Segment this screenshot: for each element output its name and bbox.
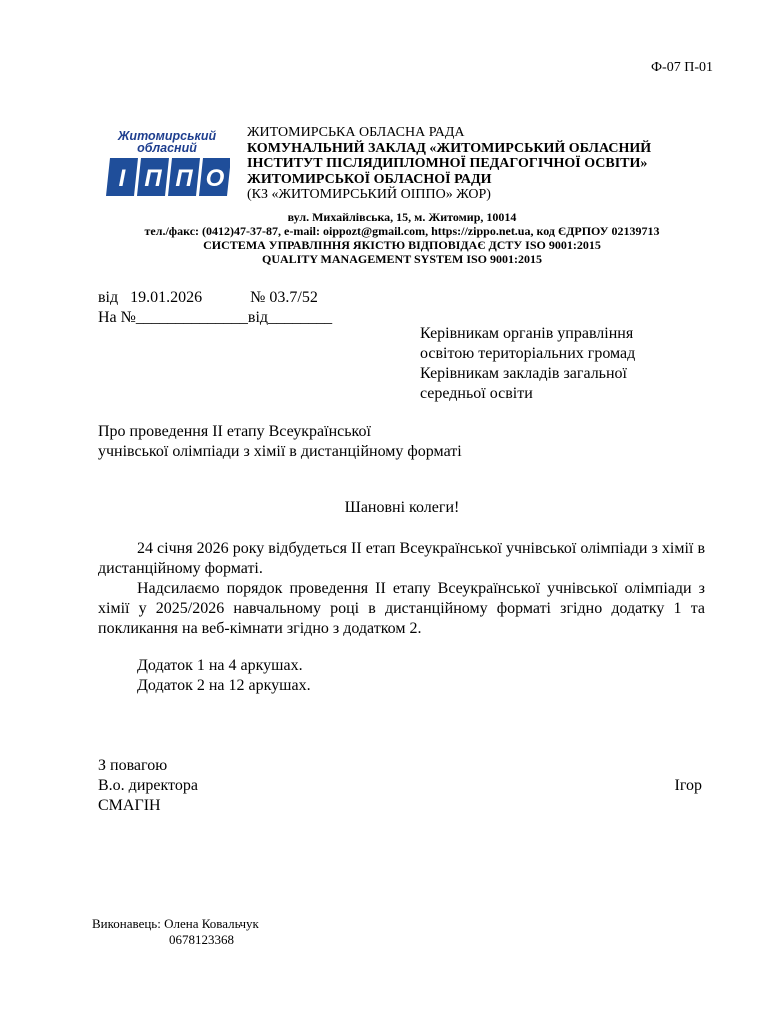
logo-letter-4: О (205, 165, 225, 192)
addressees (420, 324, 635, 404)
regards: З повагою (98, 757, 168, 774)
addressee-line-2: освітою територіальних громад (420, 345, 636, 362)
attachment-2: Додаток 2 на 12 аркушах. (137, 677, 311, 694)
date-number-line: від 19.01.2026 № 03.7/52 (98, 289, 318, 306)
paragraph-1: 24 січня 2026 року відбудеться ІІ етап Всеукраїнської учнівської олімпіади з хімії в дистанційному форматі. (98, 540, 705, 577)
executor-info (92, 916, 259, 948)
organization-header (247, 125, 651, 203)
greeting: Шановні колеги! (344, 499, 460, 516)
signer-position: В.о. директора (98, 777, 198, 794)
contact-line: тел./факс: (0412)47-37-87, e-mail: oippozt@gmail.com, https://zippo.net.ua, код ЄДРПОУ 02139713 (144, 224, 660, 238)
addressee-line-1: Керівникам органів управління (420, 325, 634, 342)
letter-body (98, 539, 705, 639)
attachment-1: Додаток 1 на 4 аркушах. (137, 657, 303, 674)
executor-phone: 0678123368 (169, 932, 234, 947)
paragraph-2: Надсилаємо порядок проведення ІІ етапу Всеукраїнської учнівської олімпіади з хімії у 2025/2026 навчальному році в дистанційному форматі згідно додатку 1 та покликання на веб-кімнати згідно з додатком 2. (98, 580, 705, 637)
logo-letter-2: П (144, 165, 162, 192)
addressee-line-4: середньої освіти (420, 385, 533, 402)
institution-short-name: (КЗ «ЖИТОМИРСЬКИЙ ОІППО» ЖОР) (247, 187, 491, 202)
subject-line-1: Про проведення ІІ етапу Всеукраїнської (98, 423, 371, 440)
logo-line-1: Житомирський (117, 129, 217, 143)
council-name: ЖИТОМИРСЬКА ОБЛАСНА РАДА (247, 125, 465, 140)
signer-surname: СМАГІН (98, 797, 161, 814)
signer-first-name: Ігор (674, 777, 702, 794)
attachments-list (137, 656, 311, 696)
institution-line-2: ІНСТИТУТ ПІСЛЯДИПЛОМНОЇ ПЕДАГОГІЧНОЇ ОСВІТИ» (247, 156, 648, 171)
quality-line-en: QUALITY MANAGEMENT SYSTEM ISO 9001:2015 (261, 252, 543, 266)
form-code: Ф-07 П-01 (651, 60, 713, 75)
executor-name: Виконавець: Олена Ковальчук (92, 916, 259, 931)
reply-to-line: На №______________від________ (98, 309, 333, 326)
logo-line-2: обласний (137, 141, 197, 155)
institution-line-1: КОМУНАЛЬНИЙ ЗАКЛАД «ЖИТОМИРСЬКИЙ ОБЛАСНИЙ (247, 140, 652, 156)
logo-letter-3: П (175, 165, 193, 192)
institute-logo (102, 130, 232, 196)
addressee-line-3: Керівникам закладів загальної (420, 365, 627, 382)
subject-line-2: учнівської олімпіади з хімії в дистанційному форматі (98, 443, 462, 460)
logo-letter-1: І (118, 165, 126, 192)
signature-block (98, 756, 702, 816)
logo-tiles (104, 158, 230, 196)
letter-subject (98, 422, 462, 462)
institution-line-3: ЖИТОМИРСЬКОЇ ОБЛАСНОЇ РАДИ (247, 171, 492, 187)
address-line: вул. Михайлівська, 15, м. Житомир, 10014 (287, 210, 517, 224)
document-reference (98, 288, 332, 328)
quality-line-ua: СИСТЕМА УПРАВЛІННЯ ЯКІСТЮ ВІДПОВІДАЄ ДСТУ ISO 9001:2015 (203, 238, 601, 252)
